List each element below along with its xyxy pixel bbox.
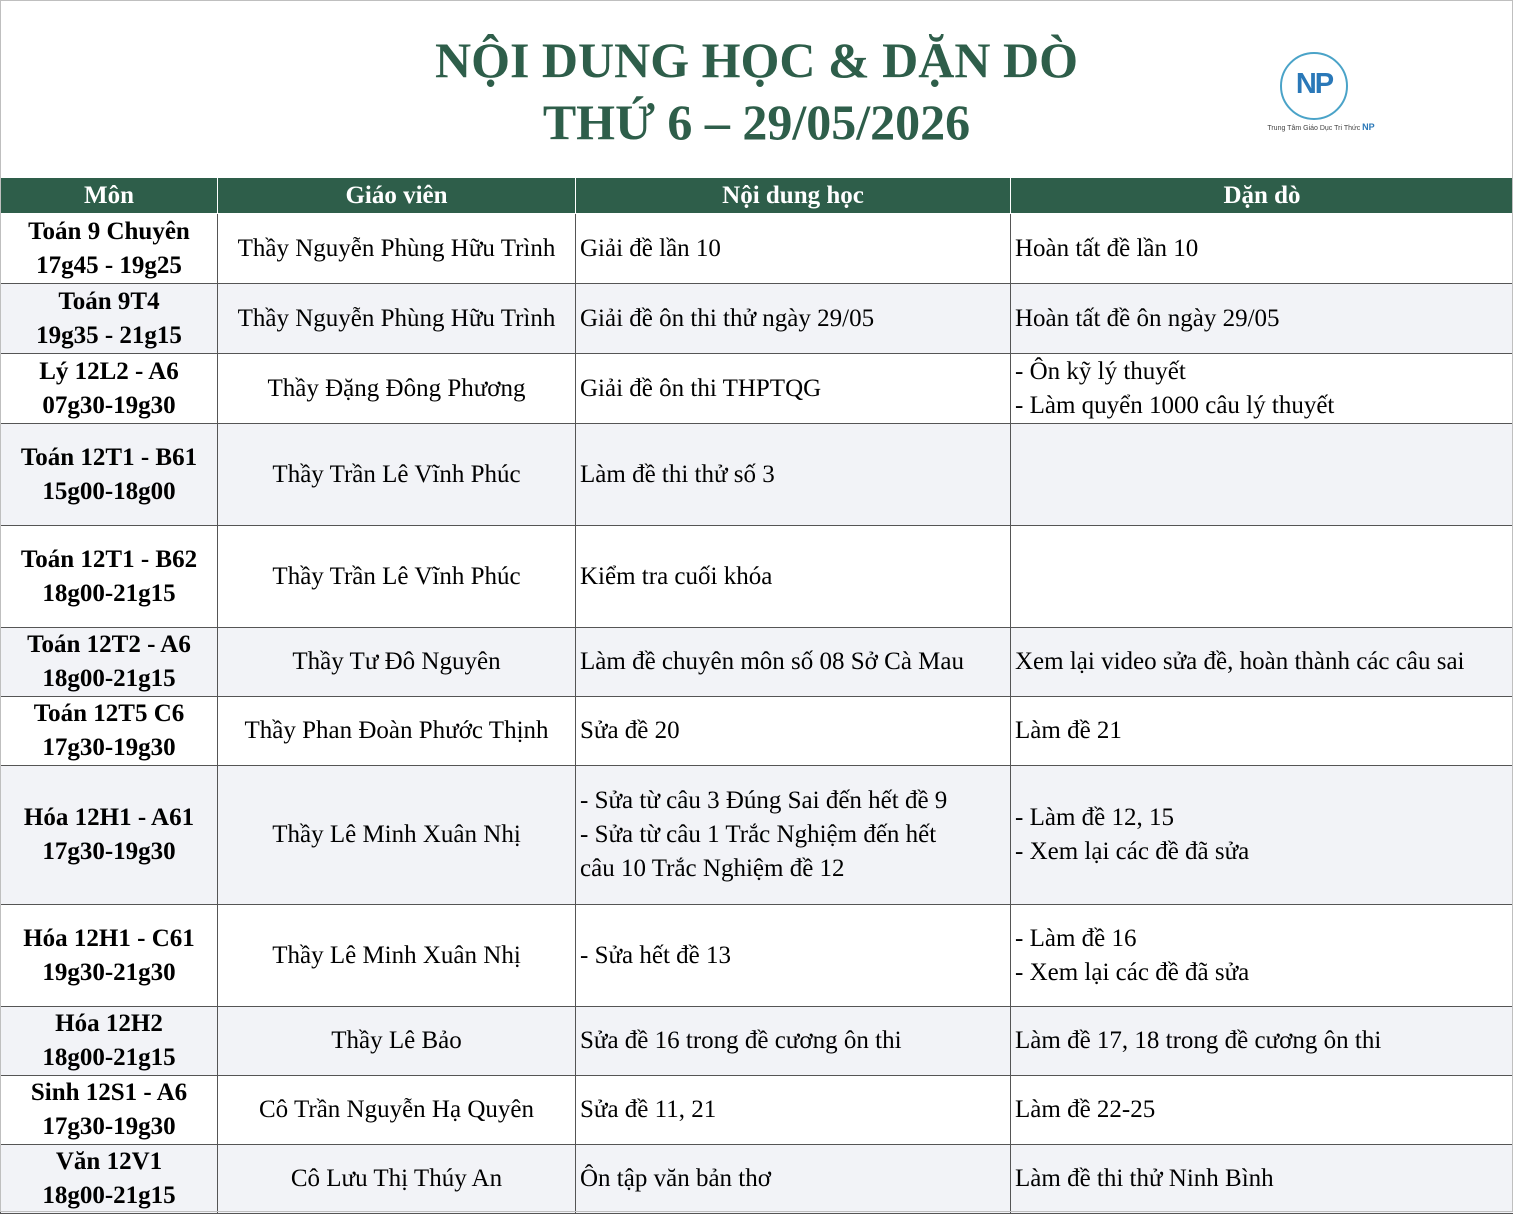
teacher-cell: Thầy Nguyễn Phùng Hữu Trình xyxy=(218,284,576,354)
content-cell xyxy=(576,1007,1011,1076)
note-cell-line: - Ôn kỹ lý thuyết xyxy=(1015,355,1509,389)
content-cell-line: Làm đề thi thử số 3 xyxy=(580,458,1006,492)
content-cell-line: Sửa đề 16 trong đề cương ôn thi xyxy=(580,1024,1006,1058)
content-cell-line: Kiểm tra cuối khóa xyxy=(580,560,1006,594)
subject-cell-line: 19g30-21g30 xyxy=(5,956,213,990)
teacher-cell: Thầy Phan Đoàn Phước Thịnh xyxy=(218,697,576,766)
column-header-subject: Môn xyxy=(1,178,218,214)
note-cell xyxy=(1011,214,1513,284)
teacher-cell: Thầy Lê Minh Xuân Nhị xyxy=(218,905,576,1007)
table-row xyxy=(1,905,1513,1007)
table-row xyxy=(1,1076,1513,1145)
content-cell xyxy=(576,1076,1011,1145)
note-cell-line: - Làm đề 12, 15 xyxy=(1015,801,1509,835)
subject-cell-line: 18g00-21g15 xyxy=(5,1041,213,1075)
teacher-cell: Thầy Trần Lê Vĩnh Phúc xyxy=(218,424,576,526)
content-cell xyxy=(576,214,1011,284)
table-row xyxy=(1,766,1513,905)
subject-cell xyxy=(1,424,218,526)
subject-cell xyxy=(1,766,218,905)
subject-cell xyxy=(1,1076,218,1145)
content-cell-line: - Sửa từ câu 3 Đúng Sai đến hết đề 9 xyxy=(580,784,1006,818)
note-cell-line: Làm đề 17, 18 trong đề cương ôn thi xyxy=(1015,1024,1509,1058)
note-cell xyxy=(1011,284,1513,354)
note-cell-line: - Làm quyển 1000 câu lý thuyết xyxy=(1015,389,1509,423)
note-cell-line: Hoàn tất đề ôn ngày 29/05 xyxy=(1015,302,1509,336)
table-row xyxy=(1,628,1513,697)
content-cell-line: - Sửa hết đề 13 xyxy=(580,939,1006,973)
subject-cell xyxy=(1,284,218,354)
content-cell xyxy=(576,697,1011,766)
teacher-cell: Thầy Lê Minh Xuân Nhị xyxy=(218,766,576,905)
content-cell xyxy=(576,354,1011,424)
content-cell xyxy=(576,284,1011,354)
subject-cell xyxy=(1,628,218,697)
note-cell-line: Làm đề 22-25 xyxy=(1015,1093,1509,1127)
content-cell-line: Sửa đề 11, 21 xyxy=(580,1093,1006,1127)
content-cell xyxy=(576,526,1011,628)
schedule-table xyxy=(0,177,1513,1214)
subject-cell-line: Toán 12T2 - A6 xyxy=(5,628,213,662)
subject-cell-line: Toán 12T1 - B62 xyxy=(5,543,213,577)
subject-cell-line: Hóa 12H2 xyxy=(5,1007,213,1041)
table-row xyxy=(1,354,1513,424)
note-cell-line: Làm đề thi thử Ninh Bình xyxy=(1015,1162,1509,1196)
page-title: NỘI DUNG HỌC & DẶN DÒ xyxy=(0,30,1513,90)
subject-cell-line: 17g30-19g30 xyxy=(5,731,213,765)
logo-caption-text: Trung Tâm Giáo Dục Tri Thức xyxy=(1267,125,1360,132)
table-row xyxy=(1,284,1513,354)
teacher-cell: Thầy Tư Đô Nguyên xyxy=(218,628,576,697)
subject-cell-line: 17g30-19g30 xyxy=(5,1110,213,1144)
column-header-teacher: Giáo viên xyxy=(218,178,576,214)
note-cell xyxy=(1011,526,1513,628)
note-cell-line: Làm đề 21 xyxy=(1015,714,1509,748)
subject-cell xyxy=(1,354,218,424)
subject-cell-line: Hóa 12H1 - A61 xyxy=(5,801,213,835)
note-cell-line: - Xem lại các đề đã sửa xyxy=(1015,835,1509,869)
teacher-cell: Cô Lưu Thị Thúy An xyxy=(218,1145,576,1214)
note-cell xyxy=(1011,697,1513,766)
content-cell xyxy=(576,424,1011,526)
page-date: THỨ 6 – 29/05/2026 xyxy=(0,92,1513,152)
subject-cell-line: 18g00-21g15 xyxy=(5,1179,213,1213)
teacher-cell: Thầy Trần Lê Vĩnh Phúc xyxy=(218,526,576,628)
subject-cell xyxy=(1,214,218,284)
subject-cell-line: 18g00-21g15 xyxy=(5,662,213,696)
center-logo xyxy=(1262,50,1380,136)
content-cell-line: câu 10 Trắc Nghiệm đề 12 xyxy=(580,852,1006,886)
teacher-cell: Cô Trần Nguyễn Hạ Quyên xyxy=(218,1076,576,1145)
content-cell xyxy=(576,628,1011,697)
note-cell-line: Xem lại video sửa đề, hoàn thành các câu sai xyxy=(1015,645,1509,679)
page-header xyxy=(0,0,1513,176)
logo-caption xyxy=(1262,122,1380,132)
content-cell-line: Giải đề lần 10 xyxy=(580,232,1006,266)
table-row xyxy=(1,1145,1513,1214)
subject-cell xyxy=(1,526,218,628)
subject-cell-line: Toán 12T1 - B61 xyxy=(5,441,213,475)
subject-cell-line: Hóa 12H1 - C61 xyxy=(5,922,213,956)
content-cell xyxy=(576,1145,1011,1214)
content-cell-line: Làm đề chuyên môn số 08 Sở Cà Mau xyxy=(580,645,1006,679)
table-header-row xyxy=(1,178,1513,214)
column-header-note: Dặn dò xyxy=(1011,178,1513,214)
subject-cell-line: Toán 12T5 C6 xyxy=(5,697,213,731)
note-cell xyxy=(1011,424,1513,526)
table-row xyxy=(1,526,1513,628)
teacher-cell: Thầy Lê Bảo xyxy=(218,1007,576,1076)
subject-cell-line: 17g45 - 19g25 xyxy=(5,249,213,283)
subject-cell-line: 07g30-19g30 xyxy=(5,389,213,423)
subject-cell-line: 18g00-21g15 xyxy=(5,577,213,611)
subject-cell-line: 17g30-19g30 xyxy=(5,835,213,869)
note-cell xyxy=(1011,766,1513,905)
subject-cell-line: 19g35 - 21g15 xyxy=(5,319,213,353)
content-cell-line: Sửa đề 20 xyxy=(580,714,1006,748)
subject-cell xyxy=(1,697,218,766)
note-cell xyxy=(1011,1145,1513,1214)
column-header-content: Nội dung học xyxy=(576,178,1011,214)
subject-cell-line: Lý 12L2 - A6 xyxy=(5,355,213,389)
teacher-cell: Thầy Đặng Đông Phương xyxy=(218,354,576,424)
subject-cell xyxy=(1,905,218,1007)
teacher-cell: Thầy Nguyễn Phùng Hữu Trình xyxy=(218,214,576,284)
table-row xyxy=(1,214,1513,284)
note-cell-line: - Làm đề 16 xyxy=(1015,922,1509,956)
content-cell-line: Ôn tập văn bản thơ xyxy=(580,1162,1006,1196)
content-cell-line: Giải đề ôn thi THPTQG xyxy=(580,372,1006,406)
content-cell-line: - Sửa từ câu 1 Trắc Nghiệm đến hết xyxy=(580,818,1006,852)
subject-cell xyxy=(1,1007,218,1076)
note-cell xyxy=(1011,354,1513,424)
subject-cell-line: 15g00-18g00 xyxy=(5,475,213,509)
subject-cell-line: Toán 9 Chuyên xyxy=(5,215,213,249)
subject-cell-line: Toán 9T4 xyxy=(5,285,213,319)
content-cell xyxy=(576,905,1011,1007)
logo-mark: NP xyxy=(1282,68,1346,100)
note-cell xyxy=(1011,905,1513,1007)
note-cell-line: - Xem lại các đề đã sửa xyxy=(1015,956,1509,990)
note-cell xyxy=(1011,1076,1513,1145)
content-cell xyxy=(576,766,1011,905)
note-cell xyxy=(1011,628,1513,697)
subject-cell xyxy=(1,1145,218,1214)
content-cell-line: Giải đề ôn thi thử ngày 29/05 xyxy=(580,302,1006,336)
note-cell xyxy=(1011,1007,1513,1076)
note-cell-line: Hoàn tất đề lần 10 xyxy=(1015,232,1509,266)
table-row xyxy=(1,1007,1513,1076)
logo-caption-np: NP xyxy=(1362,122,1375,132)
subject-cell-line: Văn 12V1 xyxy=(5,1145,213,1179)
table-row xyxy=(1,424,1513,526)
subject-cell-line: Sinh 12S1 - A6 xyxy=(5,1076,213,1110)
table-row xyxy=(1,697,1513,766)
